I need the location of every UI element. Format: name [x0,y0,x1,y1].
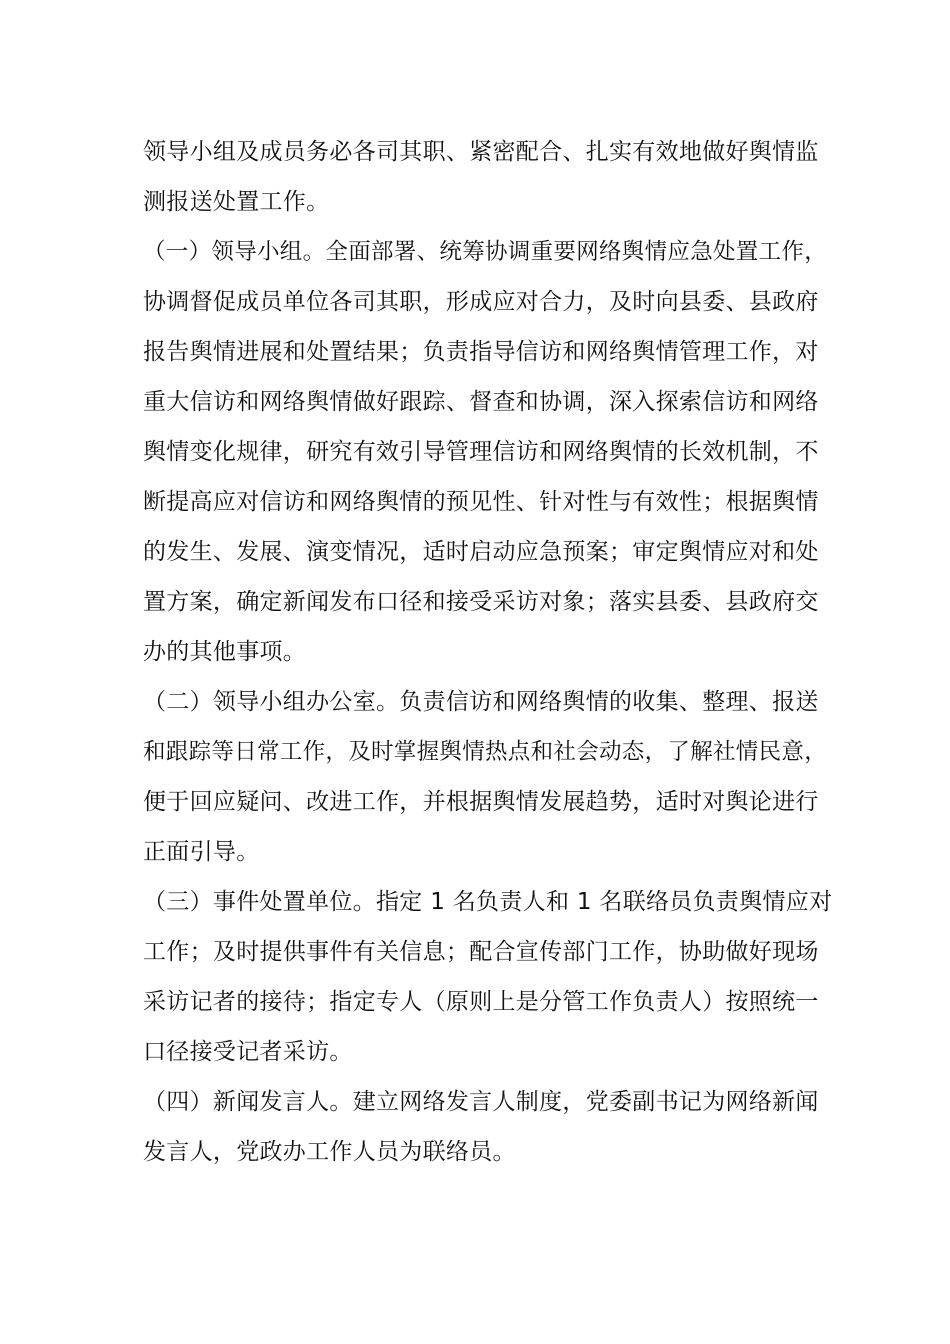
paragraph-line: 正面引导。 [143,839,260,865]
paragraph-line: 采访记者的接待；指定专人（原则上是分管工作负责人）按照统一 [143,989,819,1015]
paragraph-line: （四）新闻发言人。建立网络发言人制度，党委副书记为网络新闻 [143,1089,819,1115]
paragraph-line: （一）领导小组。全面部署、统筹协调重要网络舆情应急处置工作， [143,239,828,265]
paragraph-line: 口径接受记者采访。 [143,1039,353,1065]
paragraph-line: 协调督促成员单位各司其职，形成应对合力，及时向县委、县政府 [143,289,819,315]
paragraph-line: 报告舆情进展和处置结果；负责指导信访和网络舆情管理工作，对 [143,339,819,365]
paragraph-line: 测报送处置工作。 [143,189,330,215]
paragraph-line: 发言人，党政办工作人员为联络员。 [143,1139,516,1165]
paragraph-line: 断提高应对信访和网络舆情的预见性、针对性与有效性；根据舆情 [143,489,819,515]
paragraph-line: 工作；及时提供事件有关信息；配合宣传部门工作，协助做好现场 [143,939,819,965]
paragraph-line: 和跟踪等日常工作，及时掌握舆情热点和社会动态，了解社情民意， [143,739,828,765]
paragraph-line: 的发生、发展、演变情况，适时启动应急预案；审定舆情应对和处 [143,539,819,565]
paragraph-line: 置方案，确定新闻发布口径和接受采访对象；落实县委、县政府交 [143,589,819,615]
paragraph-line: 便于回应疑问、改进工作，并根据舆情发展趋势，适时对舆论进行 [143,789,819,815]
paragraph-line: 办的其他事项。 [143,639,307,665]
paragraph-line: 重大信访和网络舆情做好跟踪、督查和协调，深入探索信访和网络 [143,389,819,415]
paragraph-line: 舆情变化规律，研究有效引导管理信访和网络舆情的长效机制，不 [143,439,819,465]
paragraph-line: （二）领导小组办公室。负责信访和网络舆情的收集、整理、报送 [143,689,819,715]
paragraph-line: （三）事件处置单位。指定 1 名负责人和 1 名联络员负责舆情应对 [143,889,833,915]
paragraph-line: 领导小组及成员务必各司其职、紧密配合、扎实有效地做好舆情监 [143,139,819,165]
